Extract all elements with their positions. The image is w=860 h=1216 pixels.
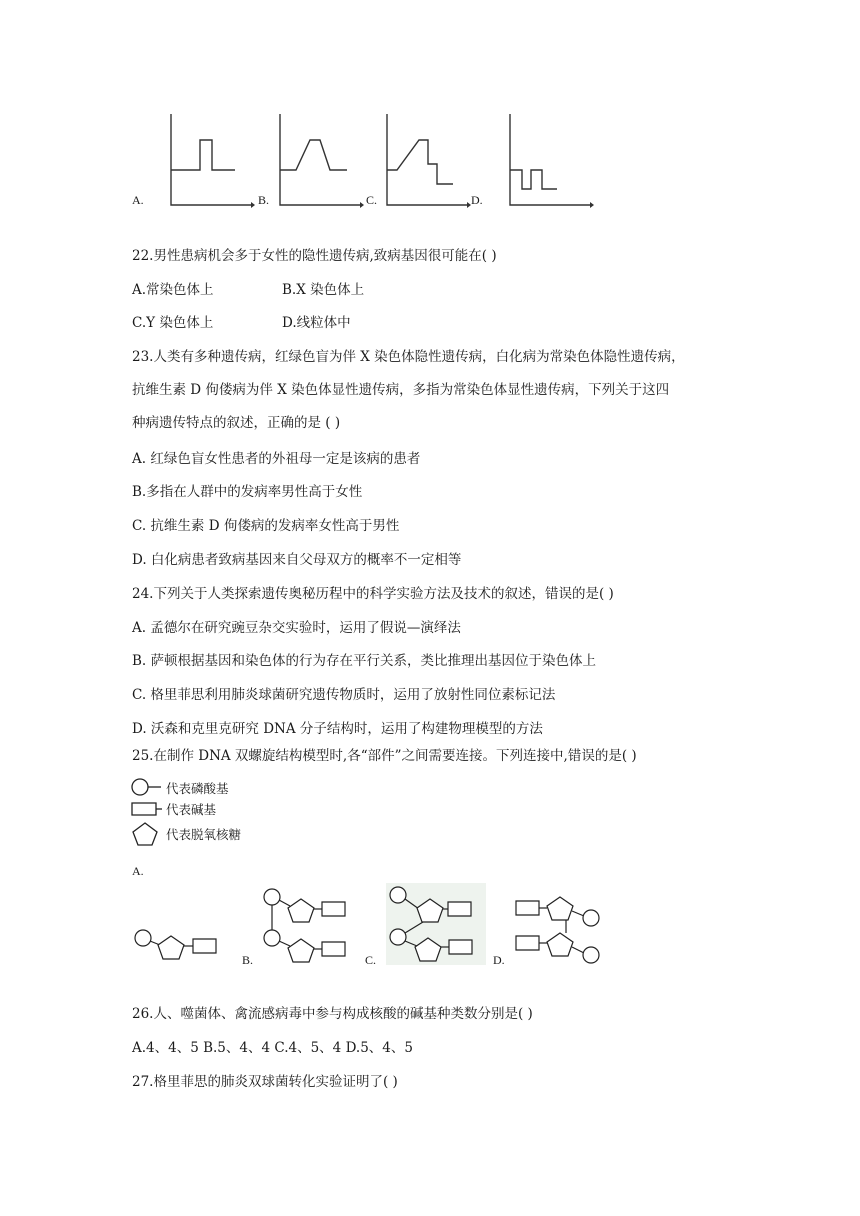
q25-option-b-label[interactable]: B. bbox=[242, 953, 254, 967]
base-legend-icon bbox=[131, 800, 163, 818]
legend-base-label: 代表碱基 bbox=[166, 802, 217, 817]
q23-option-d[interactable]: D. 白化病患者致病基因来自父母双方的概率不一定相等 bbox=[132, 552, 462, 568]
graph-b-label[interactable]: B. bbox=[258, 193, 270, 207]
graph-b bbox=[272, 114, 362, 209]
q25-option-d-label[interactable]: D. bbox=[493, 953, 505, 967]
q25-diagram-a bbox=[133, 928, 233, 968]
q25-diagram-c bbox=[386, 883, 486, 965]
graph-d-label[interactable]: D. bbox=[471, 193, 483, 207]
q22-option-d[interactable]: D.线粒体中 bbox=[282, 315, 351, 331]
q24-stem: 24.下列关于人类探索遗传奥秘历程中的科学实验方法及技术的叙述，错误的是( ) bbox=[132, 586, 614, 602]
graph-c bbox=[379, 114, 469, 209]
legend-phosphate-label: 代表磷酸基 bbox=[166, 781, 229, 796]
graph-d bbox=[502, 114, 592, 209]
q23-option-c[interactable]: C. 抗维生素 D 佝偻病的发病率女性高于男性 bbox=[132, 518, 400, 534]
graph-c-label[interactable]: C. bbox=[366, 193, 378, 207]
q27-stem: 27.格里菲思的肺炎双球菌转化实验证明了( ) bbox=[132, 1074, 398, 1090]
q22-option-c[interactable]: C.Y 染色体上 bbox=[132, 315, 214, 331]
q23-stem-line3: 种病遗传特点的叙述，正确的是 ( ) bbox=[132, 415, 341, 431]
q25-diagram-d bbox=[514, 887, 609, 967]
q24-option-a[interactable]: A. 孟德尔在研究豌豆杂交实验时，运用了假说—演绎法 bbox=[132, 620, 461, 636]
q26-stem: 26.人、噬菌体、禽流感病毒中参与构成核酸的碱基种类数分别是( ) bbox=[132, 1006, 533, 1022]
q23-option-a[interactable]: A. 红绿色盲女性患者的外祖母一定是该病的患者 bbox=[132, 451, 421, 467]
q25-option-c-label[interactable]: C. bbox=[365, 953, 377, 967]
phosphate-legend-icon bbox=[131, 777, 163, 797]
q24-option-c[interactable]: C. 格里菲思利用肺炎球菌研究遗传物质时，运用了放射性同位素标记法 bbox=[132, 687, 556, 703]
q25-stem: 25.在制作 DNA 双螺旋结构模型时,各“部件”之间需要连接。下列连接中,错误的是( ) bbox=[132, 748, 637, 764]
q23-stem-line1: 23.人类有多种遗传病，红绿色盲为伴 X 染色体隐性遗传病，白化病为常染色体隐性遗传病， bbox=[132, 349, 685, 365]
legend-deoxyribose-label: 代表脱氧核糖 bbox=[166, 827, 242, 842]
q24-option-d[interactable]: D. 沃森和克里克研究 DNA 分子结构时，运用了构建物理模型的方法 bbox=[132, 721, 543, 737]
q23-option-b[interactable]: B.多指在人群中的发病率男性高于女性 bbox=[132, 484, 363, 500]
graph-a bbox=[163, 114, 253, 209]
q22-stem: 22.男性患病机会多于女性的隐性遗传病,致病基因很可能在( ) bbox=[132, 248, 497, 264]
q22-option-a[interactable]: A.常染色体上 bbox=[132, 282, 214, 298]
q25-diagram-b bbox=[262, 887, 352, 967]
graph-a-label[interactable]: A. bbox=[132, 193, 144, 207]
q25-option-a-label[interactable]: A. bbox=[132, 864, 144, 878]
q24-option-b[interactable]: B. 萨顿根据基因和染色体的行为存在平行关系，类比推理出基因位于染色体上 bbox=[132, 653, 597, 669]
deoxyribose-legend-icon bbox=[131, 821, 161, 847]
q22-option-b[interactable]: B.X 染色体上 bbox=[282, 282, 365, 298]
q26-options[interactable]: A.4、4、5 B.5、4、4 C.4、5、4 D.5、4、5 bbox=[132, 1040, 413, 1056]
q23-stem-line2: 抗维生素 D 佝偻病为伴 X 染色体显性遗传病，多指为常染色体显性遗传病，下列关于这四 bbox=[132, 382, 670, 398]
